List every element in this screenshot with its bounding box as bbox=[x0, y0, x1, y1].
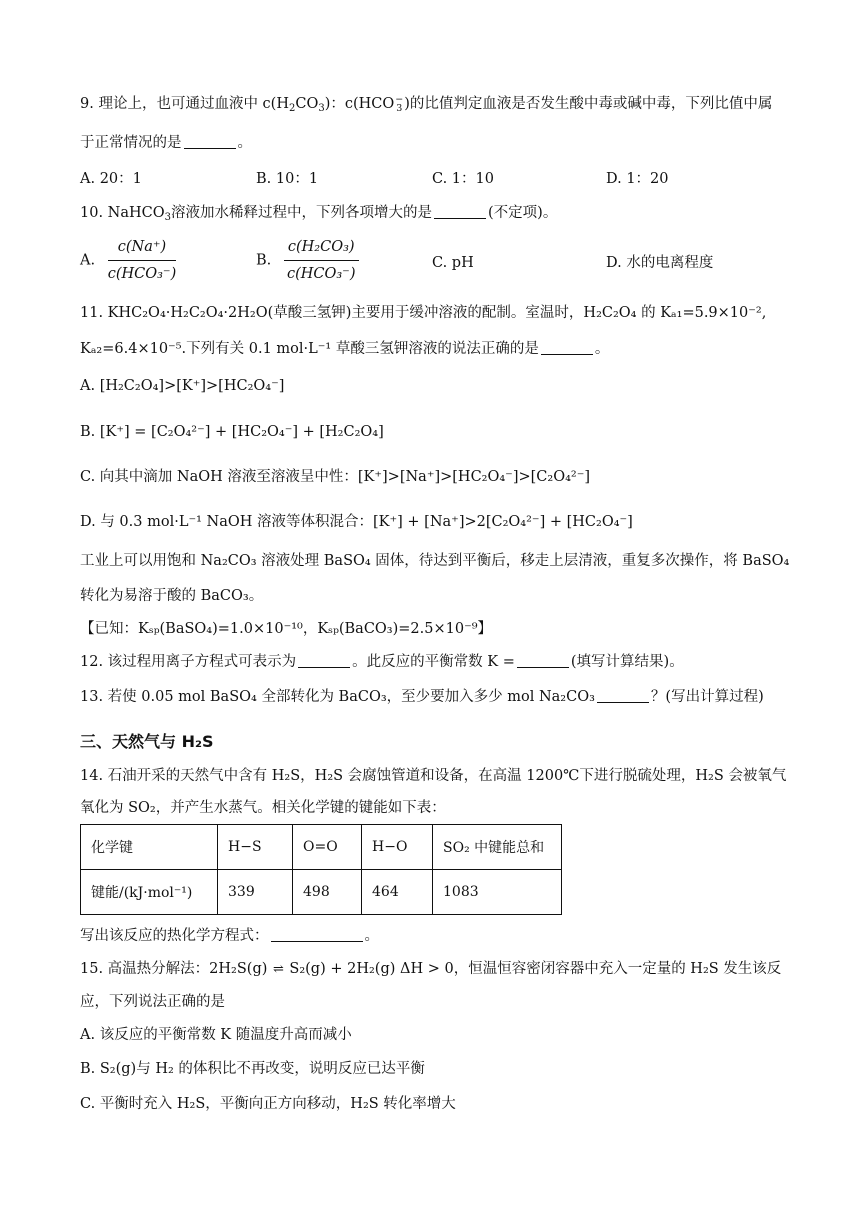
q13 bbox=[80, 686, 764, 708]
q9-line2-text: 于正常情况的是 bbox=[80, 135, 182, 151]
q10-stem-c: (不定项)。 bbox=[488, 205, 558, 221]
table-cell: 498 bbox=[293, 870, 362, 915]
q9-option-a: A. 20：1 bbox=[80, 171, 142, 187]
q10-option-d: D. 水的电离程度 bbox=[606, 255, 714, 271]
q15-option-a: A. 该反应的平衡常数 K 随温度升高而减小 bbox=[80, 1027, 352, 1043]
para-known: 【已知：Kₛₚ(BaSO₄)=1.0×10⁻¹⁰，Kₛₚ(BaCO₃)=2.5×10⁻⁹】 bbox=[80, 621, 493, 637]
answer-blank-q11[interactable] bbox=[541, 338, 593, 355]
q13-text-a: 13. 若使 0.05 mol BaSO₄ 全部转化为 BaCO₃，至少要加入多少 mol Na₂CO₃ bbox=[80, 689, 595, 705]
q15-option-c: C. 平衡时充入 H₂S，平衡向正方向移动，H₂S 转化率增大 bbox=[80, 1096, 456, 1112]
fraction-denominator: c(HCO₃⁻) bbox=[107, 266, 177, 282]
q9-line2 bbox=[80, 132, 252, 154]
table-cell: H−S bbox=[218, 825, 293, 870]
q9-period: 。 bbox=[237, 135, 252, 151]
q9-line1 bbox=[80, 93, 772, 120]
section-heading: 三、天然气与 H₂S bbox=[80, 732, 214, 751]
q9-subsup: − 3 bbox=[395, 94, 404, 114]
q10-stem bbox=[80, 202, 557, 229]
table-cell: 化学键 bbox=[81, 825, 218, 870]
table-cell: O=O bbox=[293, 825, 362, 870]
q11-option-b: B. [K⁺] = [C₂O₄²⁻] + [HC₂O₄⁻] + [H₂C₂O₄] bbox=[80, 424, 384, 440]
q10-stem-b: 溶液加水稀释过程中，下列各项增大的是 bbox=[171, 205, 433, 221]
q11-option-d: D. 与 0.3 mol·L⁻¹ NaOH 溶液等体积混合：[K⁺] + [Na⁺]>2[C₂O₄²⁻] + [HC₂O₄⁻] bbox=[80, 514, 633, 530]
q10-option-a-label: A. bbox=[80, 252, 96, 269]
q11-option-a: A. [H₂C₂O₄]>[K⁺]>[HC₂O₄⁻] bbox=[80, 378, 285, 394]
q11-option-c: C. 向其中滴加 NaOH 溶液至溶液呈中性：[K⁺]>[Na⁺]>[HC₂O₄⁻]>[C₂O₄²⁻] bbox=[80, 469, 591, 485]
table-cell: 1083 bbox=[433, 870, 562, 915]
para-line2: 转化为易溶于酸的 BaCO₃。 bbox=[80, 588, 264, 604]
q14-line2: 氧化为 SO₂，并产生水蒸气。相关化学键的键能如下表： bbox=[80, 800, 446, 816]
q10-option-c: C. pH bbox=[432, 255, 474, 271]
q15-line2: 应，下列说法正确的是 bbox=[80, 994, 225, 1010]
q10-option-a bbox=[80, 236, 176, 285]
q10-option-a-fraction bbox=[108, 236, 177, 285]
q15-line1 bbox=[80, 958, 781, 981]
q14-period: 。 bbox=[364, 928, 379, 944]
q9-text-a: 9. 理论上，也可通过血液中 c(H bbox=[80, 96, 289, 112]
para-line1: 工业上可以用饱和 Na₂CO₃ 溶液处理 BaSO₄ 固体，待达到平衡后，移走上层清液，重复多次操作，将 BaSO₄ bbox=[80, 553, 790, 569]
q9-text-b: CO bbox=[295, 96, 319, 112]
q10-option-b bbox=[256, 236, 359, 285]
table-cell: 464 bbox=[362, 870, 433, 915]
q15-text-a: 15. 高温热分解法：2H₂S(g) bbox=[80, 961, 268, 977]
fraction-numerator: c(Na⁺) bbox=[108, 236, 177, 261]
fraction-numerator: c(H₂CO₃) bbox=[284, 236, 359, 261]
q10-stem-a: 10. NaHCO bbox=[80, 205, 165, 221]
table-cell: 339 bbox=[218, 870, 293, 915]
q11-period: 。 bbox=[594, 341, 610, 357]
table-cell: H−O bbox=[362, 825, 433, 870]
table-cell: 键能/(kJ·mol⁻¹) bbox=[81, 870, 218, 915]
answer-blank-q14[interactable] bbox=[271, 925, 363, 942]
q15-option-b: B. S₂(g)与 H₂ 的体积比不再改变，说明反应已达平衡 bbox=[80, 1061, 425, 1077]
bond-energy-table bbox=[80, 824, 562, 915]
fraction-denominator: c(HCO₃⁻) bbox=[286, 266, 356, 282]
q9-sub-2: 2 bbox=[288, 103, 296, 114]
q12-text-a: 12. 该过程用离子方程式可表示为 bbox=[80, 654, 297, 670]
table-cell: SO₂ 中键能总和 bbox=[433, 825, 562, 870]
q14-line1: 14. 石油开采的天然气中含有 H₂S，H₂S 会腐蚀管道和设备，在高温 1200℃下进行脱硫处理，H₂S 会被氧气 bbox=[80, 768, 787, 784]
answer-blank-q9[interactable] bbox=[184, 132, 236, 149]
q12 bbox=[80, 651, 684, 673]
answer-blank-q13[interactable] bbox=[597, 686, 649, 703]
q10-option-b-label: B. bbox=[256, 252, 272, 269]
answer-blank-q12-k[interactable] bbox=[517, 651, 569, 668]
q12-text-c: (填写计算结果)。 bbox=[570, 654, 684, 670]
answer-blank-q10[interactable] bbox=[434, 202, 486, 219]
table-row-header bbox=[81, 825, 562, 870]
q9-option-d: D. 1：20 bbox=[606, 171, 669, 187]
q15-text-b: S₂(g) + 2H₂(g) ΔH > 0，恒温恒容密闭容器中充入一定量的 H₂S 发生该反 bbox=[289, 961, 782, 977]
q12-text-b: 。此反应的平衡常数 K = bbox=[352, 654, 515, 670]
q13-text-b: ？(写出计算过程) bbox=[650, 689, 764, 705]
q9-option-b: B. 10：1 bbox=[256, 171, 319, 187]
q10-sub-3: 3 bbox=[164, 212, 172, 223]
table-row bbox=[81, 870, 562, 915]
equilibrium-arrow-icon: ⇌ bbox=[272, 962, 284, 977]
q14-ask bbox=[80, 925, 379, 947]
answer-blank-q12-equation[interactable] bbox=[298, 651, 350, 668]
q11-line1: 11. KHC₂O₄·H₂C₂O₄·2H₂O(草酸三氢钾)主要用于缓冲溶液的配制。室温时，H₂C₂O₄ 的 Kₐ₁=5.9×10⁻², bbox=[80, 305, 767, 321]
q14-ask-text: 写出该反应的热化学方程式： bbox=[80, 928, 269, 944]
q11-line2-text: Kₐ₂=6.4×10⁻⁵.下列有关 0.1 mol·L⁻¹ 草酸三氢钾溶液的说法正确的是 bbox=[80, 341, 539, 357]
q9-text-c: )：c(HCO bbox=[324, 96, 395, 112]
q9-option-c: C. 1：10 bbox=[432, 171, 494, 187]
q11-line2 bbox=[80, 338, 609, 360]
q9-sub-3: 3 bbox=[318, 103, 325, 114]
q9-text-d: )的比值判定血液是否发生酸中毒或碱中毒，下列比值中属 bbox=[404, 96, 773, 112]
q10-option-b-fraction bbox=[284, 236, 359, 285]
